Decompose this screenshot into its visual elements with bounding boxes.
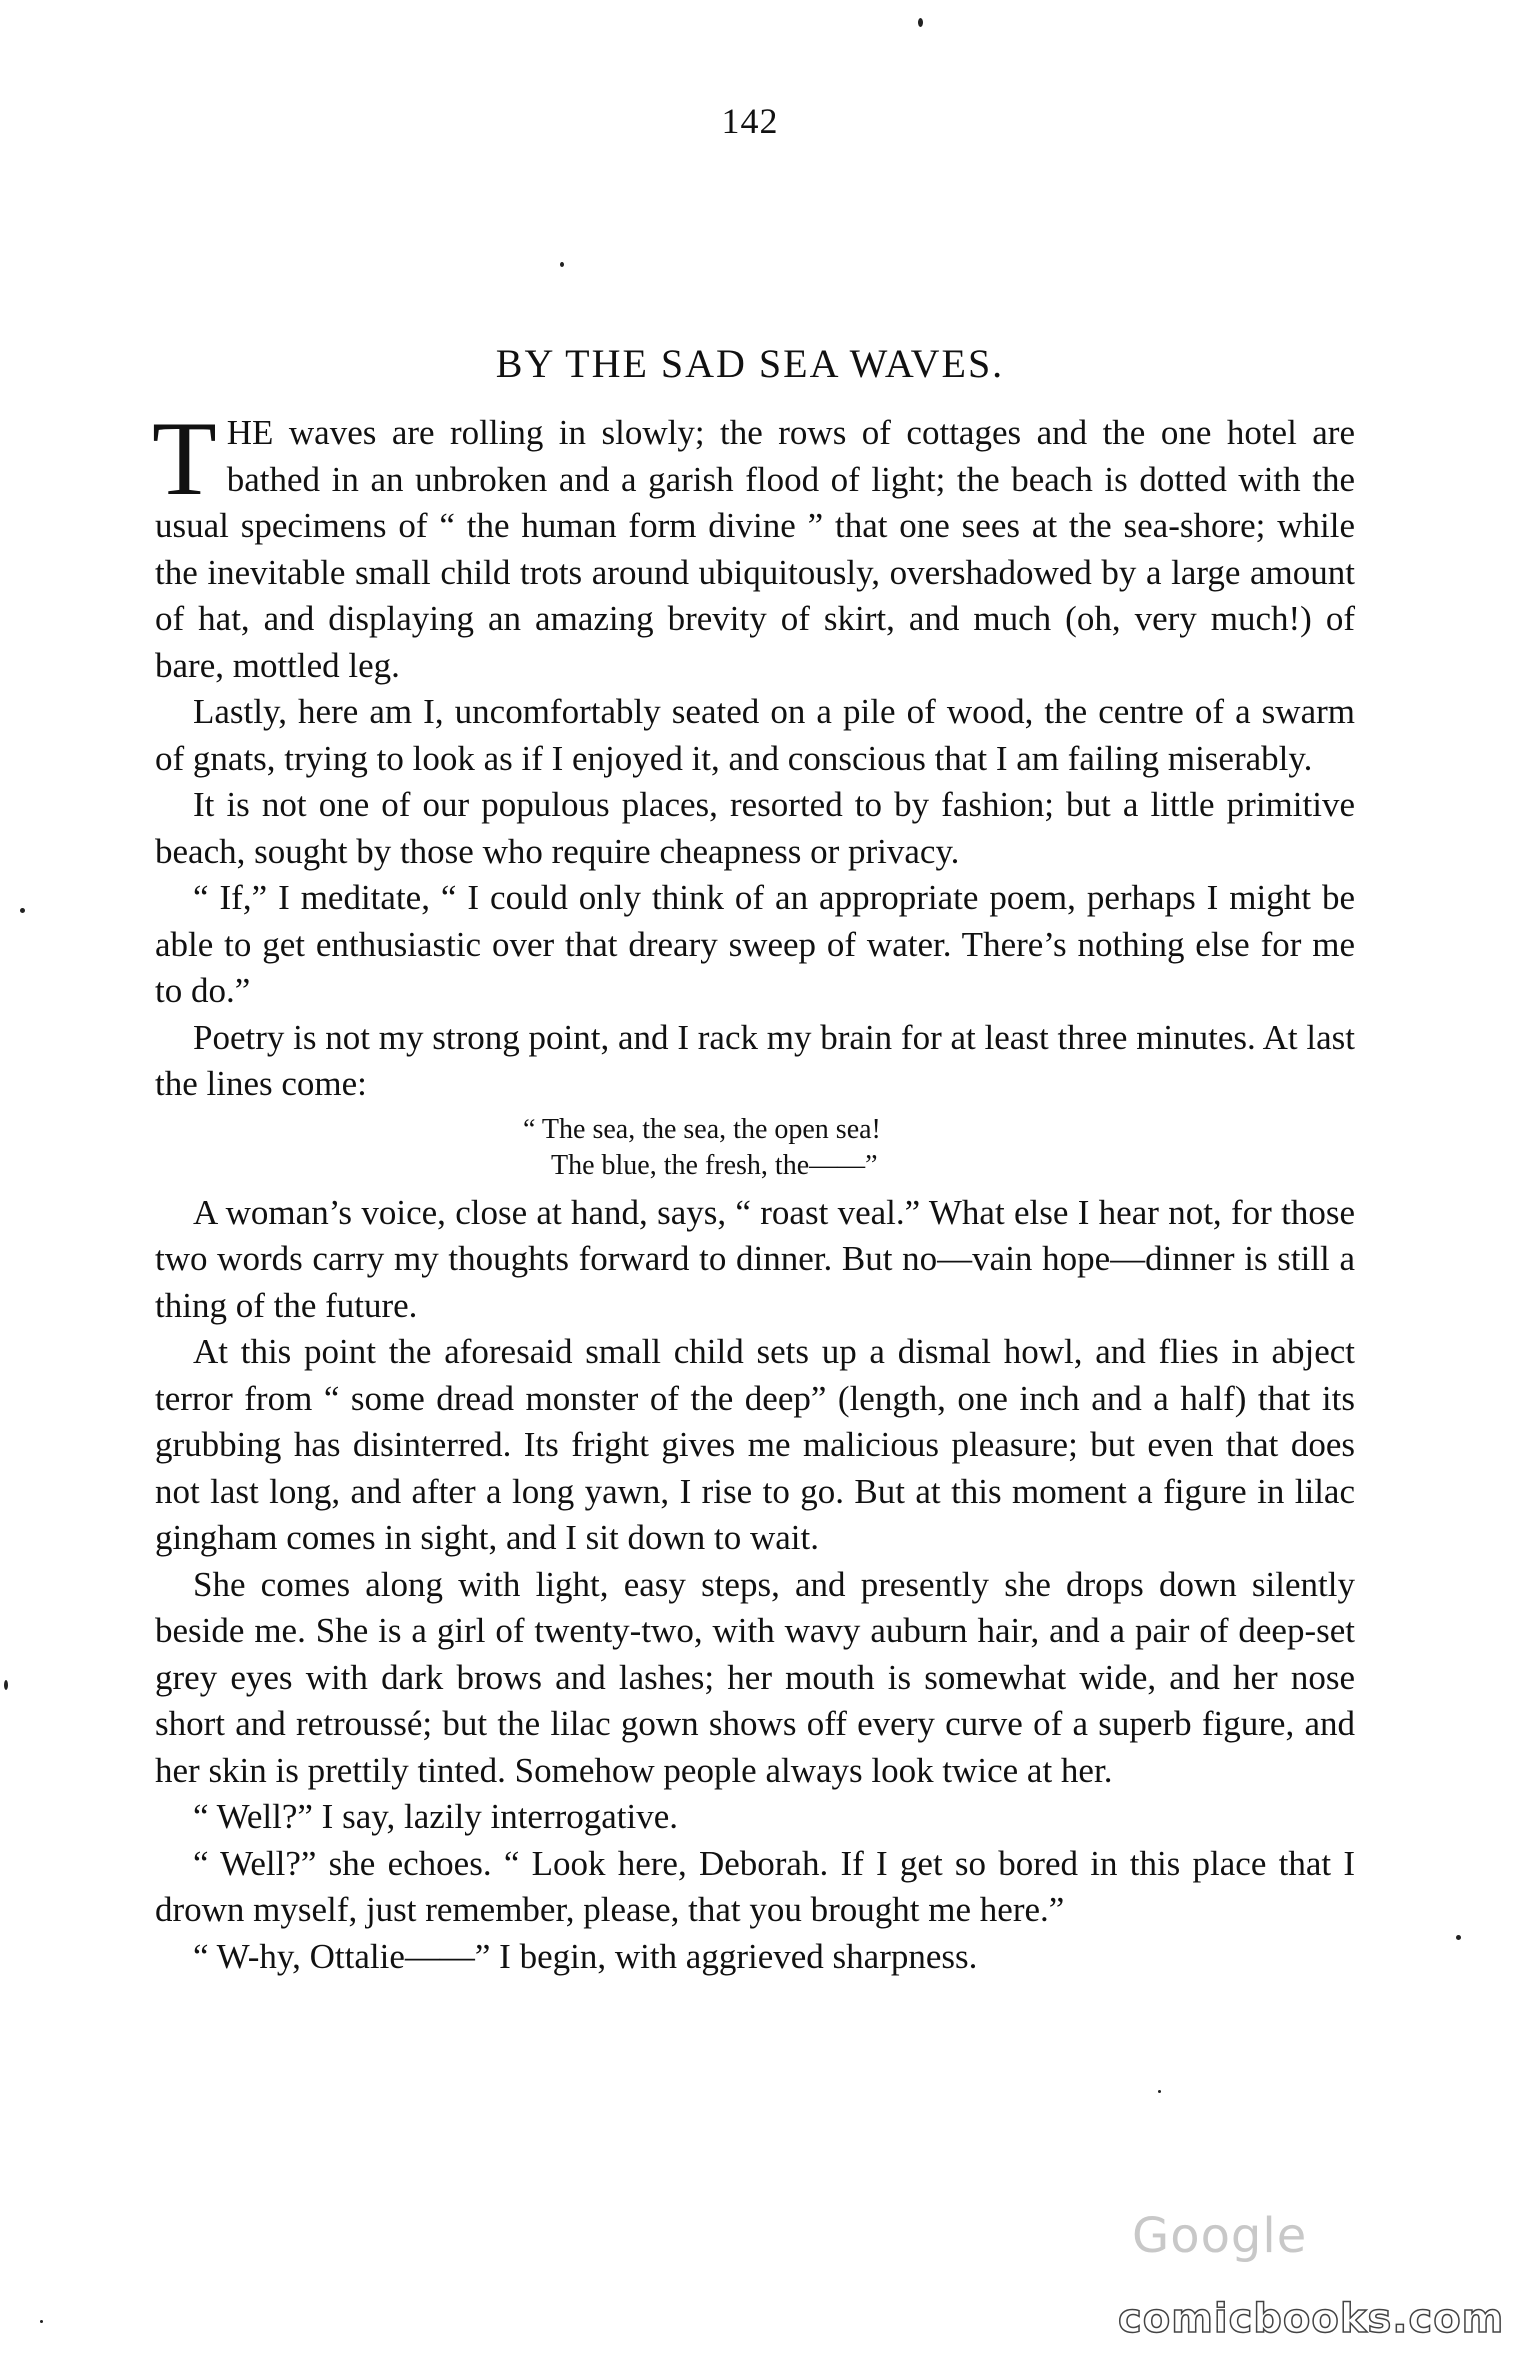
paragraph: A woman’s voice, close at hand, says, “ roast veal.” What else I hear not, for those two words carry my thoughts forward to dinner. But no—vain hope—dinner is still a thing of the future.	[155, 1192, 1355, 1325]
scan-speck	[1456, 1935, 1461, 1940]
site-watermark: comicbooks.com	[1118, 2296, 1505, 2342]
body-text	[152, 400, 1355, 1980]
paragraph-text: HE waves are rolling in slowly; the rows of cottages and the one hotel are bathed in an unbroken and a garish flood of light; the beach is dotted with the usual specimens of “ the human form divine ” that one sees at the sea-shore; while the inevitable small child trots around ubiquitously, overshadowed by a large amount of hat, and displaying an amazing brevity of skirt, and much (oh, very much!) of bare, mottled leg.	[155, 413, 1355, 685]
scan-speck	[560, 262, 564, 267]
paragraph: It is not one of our populous places, resorted to by fashion; but a little primitive beach, sought by those who require cheapness or privacy.	[155, 785, 1355, 871]
verse-line: “ The sea, the sea, the open sea!	[523, 1113, 881, 1145]
drop-cap: T	[152, 400, 217, 517]
page-number: 142	[721, 101, 779, 141]
paragraph: Lastly, here am I, uncomfortably seated on a pile of wood, the centre of a swarm of gnats, trying to look as if I enjoyed it, and conscious that I am failing miserably.	[155, 692, 1355, 778]
verse-quote	[155, 1112, 1355, 1184]
paragraph: “ Well?” I say, lazily interrogative.	[193, 1797, 679, 1836]
scan-speck	[1158, 2090, 1161, 2093]
paragraph: “ Well?” she echoes. “ Look here, Deborah. If I get so bored in this place that I drown myself, just remember, please, that you brought me here.”	[155, 1843, 1355, 1929]
google-watermark: Google	[1132, 2208, 1308, 2264]
verse-line: The blue, the fresh, the——”	[551, 1149, 878, 1181]
paragraph: Poetry is not my strong point, and I rack my brain for at least three minutes. At last the lines come:	[155, 1017, 1355, 1103]
paragraph: She comes along with light, easy steps, and presently she drops down silently beside me. She is a girl of twenty-two, with wavy auburn hair, and a pair of deep-set grey eyes with dark brows and lashes; her mouth is somewhat wide, and her nose short and retroussé; but the lilac gown shows off every curve of a superb figure, and her skin is prettily tinted. Somehow people always look twice at her.	[155, 1564, 1355, 1790]
scan-speck	[4, 1680, 8, 1690]
scan-speck	[20, 908, 25, 913]
paragraph: “ If,” I meditate, “ I could only think of an appropriate poem, perhaps I might be able to get enthusiastic over that dreary sweep of water. There’s nothing else for me to do.”	[155, 878, 1355, 1010]
scan-speck	[40, 2320, 43, 2323]
paragraph: At this point the aforesaid small child sets up a dismal howl, and flies in abject terror from “ some dread monster of the deep” (length, one inch and a half) that its grubbing has disinterred. Its fright gives me malicious pleasure; but even that does not last long, and after a long yawn, I rise to go. But at this moment a figure in lilac gingham comes in sight, and I sit down to wait.	[155, 1332, 1355, 1557]
scan-speck	[918, 18, 923, 27]
chapter-title: BY THE SAD SEA WAVES.	[495, 341, 1005, 386]
paragraph: “ W-hy, Ottalie——” I begin, with aggrieved sharpness.	[193, 1936, 978, 1976]
paragraph	[152, 400, 1355, 689]
